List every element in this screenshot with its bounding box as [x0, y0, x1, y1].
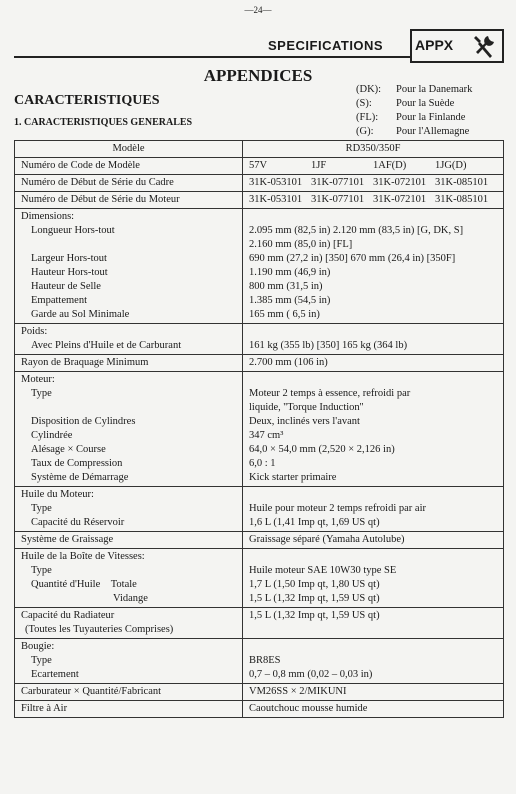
- specifications-table: [14, 140, 504, 718]
- filter-value: Caoutchouc mousse humide: [243, 701, 504, 718]
- model-label: Modèle: [15, 141, 243, 158]
- filter-label: Filtre à Air: [15, 701, 243, 718]
- lube-value: Graissage séparé (Yamaha Autolube): [243, 532, 504, 549]
- model-code-label: Numéro de Code de Modèle: [15, 158, 243, 175]
- engine-oil-values: Huile pour moteur 2 temps refroidi par air 1,6 L (1,41 Imp qt, 1,69 US qt): [243, 487, 504, 532]
- carb-label: Carburateur × Quantité/Fabricant: [15, 684, 243, 701]
- engine-serial-label: Numéro de Début de Série du Moteur: [15, 192, 243, 209]
- engine-serials: 31K-053101 31K-077101 31K-072101 31K-085101: [243, 192, 504, 209]
- engine-oil-labels: Huile du Moteur: Type Capacité du Réservoir: [15, 487, 243, 532]
- table-row: [15, 372, 504, 487]
- frame-serial-label: Numéro de Début de Série du Cadre: [15, 175, 243, 192]
- table-row: [15, 532, 504, 549]
- radiator-value: 1,5 L (1,32 Imp qt, 1,59 US qt): [243, 608, 504, 639]
- table-row: [15, 175, 504, 192]
- gear-oil-labels: Huile de la Boîte de Vitesses: Type Quantité d'Huile Totale Vidange: [15, 549, 243, 608]
- abbreviation-item: (G): Pour l'Allemagne: [356, 126, 470, 137]
- lube-label: Système de Graissage: [15, 532, 243, 549]
- table-row: [15, 639, 504, 684]
- table-row: [15, 141, 504, 158]
- spark-values: BR8ES 0,7 – 0,8 mm (0,02 – 0,03 in): [243, 639, 504, 684]
- abbreviation-item: (DK): Pour la Danemark: [356, 84, 473, 95]
- gear-oil-values: Huile moteur SAE 10W30 type SE 1,7 L (1,50 Imp qt, 1,80 US qt) 1,5 L (1,32 Imp qt, 1,59 US qt): [243, 549, 504, 608]
- table-row: [15, 324, 504, 355]
- table-row: [15, 549, 504, 608]
- radiator-labels: Capacité du Radiateur (Toutes les Tuyauteries Comprises): [15, 608, 243, 639]
- page-number: —24—: [244, 5, 272, 15]
- model-value: RD350/350F: [243, 141, 504, 158]
- section-title: SPECIFICATIONS: [268, 38, 384, 53]
- dimensions-labels: Dimensions: Longueur Hors-tout Largeur Hors-tout Hauteur Hors-tout Hauteur de Selle Empattement Garde au Sol Minimale: [15, 209, 243, 324]
- table-row: [15, 209, 504, 324]
- table-row: [15, 158, 504, 175]
- engine-labels: Moteur: Type Disposition de Cylindres Cylindrée Alésage × Course Taux de Compression Système de Démarrage: [15, 372, 243, 487]
- section-heading: CARACTERISTIQUES: [14, 93, 160, 108]
- table-row: [15, 608, 504, 639]
- table-row: [15, 487, 504, 532]
- weight-value: 161 kg (355 lb) [350] 165 kg (364 lb): [243, 324, 504, 355]
- weight-labels: Poids: Avec Pleins d'Huile et de Carburant: [15, 324, 243, 355]
- spark-labels: Bougie: Type Ecartement: [15, 639, 243, 684]
- table-row: [15, 701, 504, 718]
- table-row: [15, 684, 504, 701]
- carb-value: VM26SS × 2/MIKUNI: [243, 684, 504, 701]
- frame-serials: 31K-053101 31K-077101 31K-072101 31K-085101: [243, 175, 504, 192]
- turning-label: Rayon de Braquage Minimum: [15, 355, 243, 372]
- abbreviation-item: (S): Pour la Suède: [356, 98, 455, 109]
- engine-values: Moteur 2 temps à essence, refroidi par liquide, ''Torque Induction'' Deux, inclinés vers l'avant 347 cm³ 64,0 × 54,0 mm (2,520 × 2,126 in) 6,0 : 1 Kick starter primaire: [243, 372, 504, 487]
- appendices-title: APPENDICES: [203, 66, 313, 85]
- appx-tab: [410, 29, 504, 63]
- dimensions-values: 2.095 mm (82,5 in) 2.120 mm (83,5 in) [G, DK, S] 2.160 mm (85,0 in) [FL] 690 mm (27,2 in) [350] 670 mm (26,4 in) [350F] 1.190 mm (46,9 in) 800 mm (31,5 in) 1.385 mm (54,5 in) 165 mm ( 6,5 in): [243, 209, 504, 324]
- table-row: [15, 192, 504, 209]
- appx-tab-label: APPX: [415, 37, 454, 53]
- table-row: [15, 355, 504, 372]
- model-codes: 57V 1JF 1AF(D) 1JG(D): [243, 158, 504, 175]
- tools-icon: [470, 32, 498, 60]
- subsection-heading: 1. CARACTERISTIQUES GENERALES: [14, 117, 193, 128]
- turning-value: 2.700 mm (106 in): [243, 355, 504, 372]
- abbreviation-item: (FL): Pour la Finlande: [356, 112, 466, 123]
